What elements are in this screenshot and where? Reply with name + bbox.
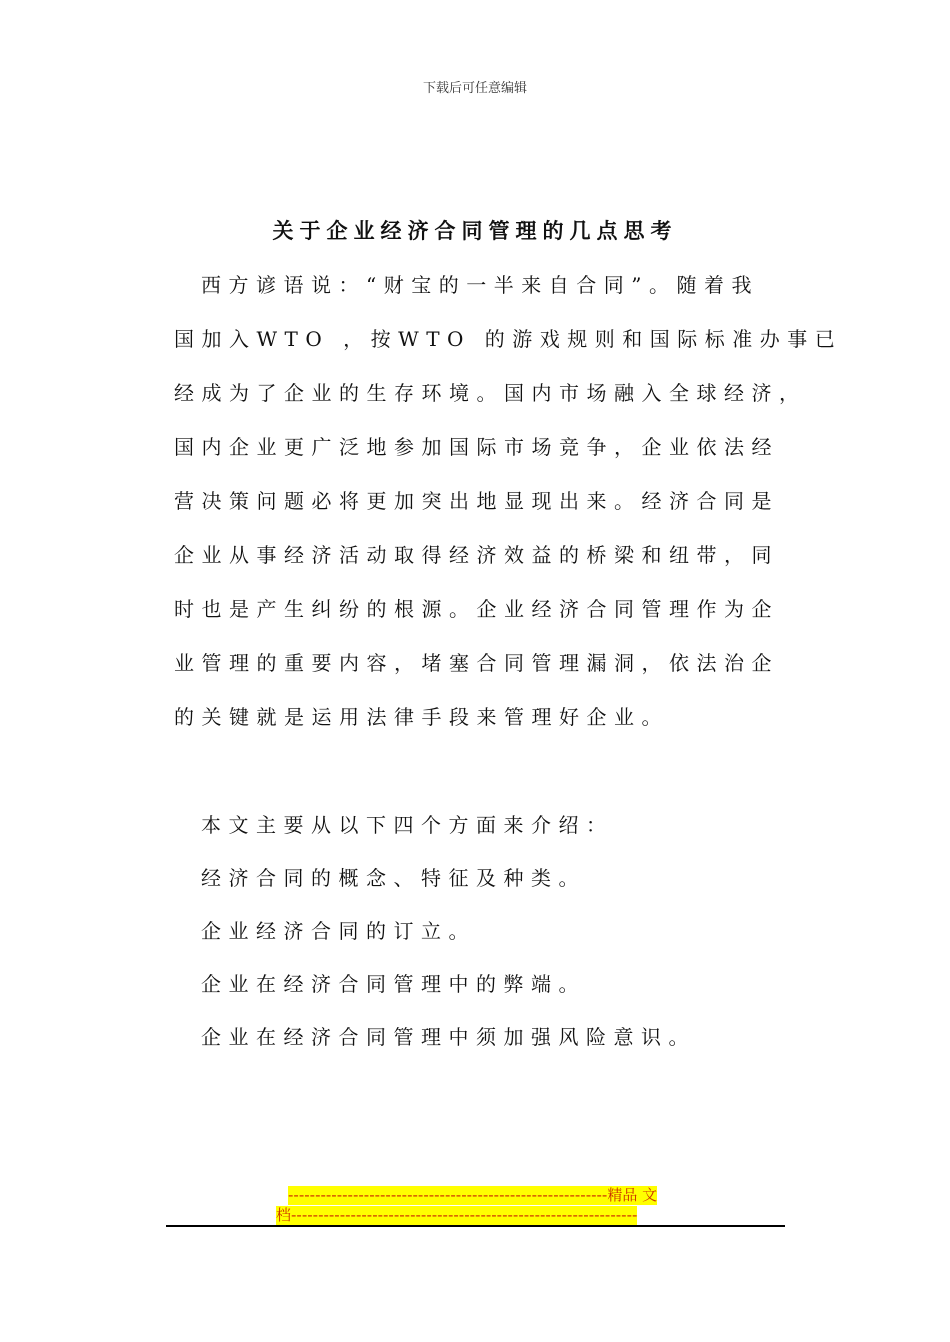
document-title: 关于企业经济合同管理的几点思考: [272, 218, 678, 243]
paragraph-line: 营决策问题必将更加突出地显现出来。经济合同是: [174, 489, 779, 513]
footer-watermark-line1: -----------------------------------------------------------精品 文: [288, 1186, 658, 1204]
paragraph-line: 的关键就是运用法律手段来管理好企业。: [174, 705, 669, 729]
page-header: 下载后可任意编辑: [422, 81, 527, 96]
outline-item: 企业经济合同的订立。: [201, 919, 476, 943]
paragraph-line: 国加入WTO ，按WTO 的游戏规则和国际标准办事已: [174, 327, 843, 351]
outline-item: 企业在经济合同管理中的弊端。: [201, 972, 586, 996]
paragraph-line: 企业从事经济活动取得经济效益的桥梁和纽带，同: [174, 543, 779, 567]
paragraph-line: 经成为了企业的生存环境。国内市场融入全球经济，: [174, 381, 807, 405]
outline-item: 企业在经济合同管理中须加强风险意识。: [201, 1025, 696, 1049]
paragraph-line: 业管理的重要内容，堵塞合同管理漏洞，依法治企: [174, 651, 779, 675]
outline-lead: 本文主要从以下四个方面来介绍：: [201, 813, 614, 837]
paragraph-line: 国内企业更广泛地参加国际市场竞争，企业依法经: [174, 435, 779, 459]
paragraph-line: 西方谚语说：“财宝的一半来自合同”。随着我: [201, 273, 759, 297]
outline-item: 经济合同的概念、特征及种类。: [201, 866, 586, 890]
paragraph-line: 时也是产生纠纷的根源。企业经济合同管理作为企: [174, 597, 779, 621]
footer-watermark-line2: 档----------------------------------------------------------------: [276, 1206, 638, 1224]
footer-rule: [166, 1225, 785, 1227]
